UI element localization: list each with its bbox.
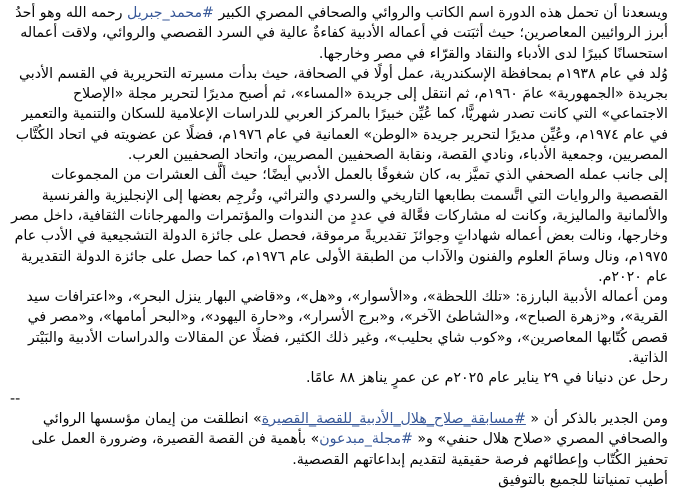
paragraph-literary-career: إلى جانب عمله الصحفي الذي تميَّز به، كان شغوفًا بالعمل الأدبي أيضًا؛ حيث ألَّف العشرات من المجموعات القصصية والروايات التي اتَّسمت بطابعها التاريخي والسردي والتراثي، وتُرجِم بعضها إلى الإنجليزية والفرنسية والألمانية والماليزية، وكانت له مشاركات فعَّالة في عددٍ من الندوات والمؤتمرات والمهرجانات الثقافية، داخل مصر وخارجها، ونالت بعض أعماله شهاداتٍ وجوائزَ تقديريةً مرموقة، فحصل على جائزة الدولة التشجيعية في الأدب عام ١٩٧٥م، ونال وسامَ العلوم والفنون والآداب من الطبقة الأولى عام ١٩٧٦م، كما حصل على جائزة الدولة التقديرية عام ٢٠٢٠م. xyxy=(11,167,668,285)
hashtag-mobdeoon-magazine[interactable]: #مجلة_مبدعون xyxy=(319,431,413,448)
competition-text-before: ومن الجدير بالذكر أن « xyxy=(525,410,668,427)
paragraph-competition xyxy=(10,409,668,470)
hashtag-competition[interactable]: #مسابقة_صلاح_هلال_الأدبية_للقصة_القصيرة xyxy=(261,410,526,427)
separator-line: -- xyxy=(10,390,21,407)
paragraph-dedication xyxy=(10,3,668,64)
paragraph-closing: أطيب تمنياتنا للجميع بالتوفيق xyxy=(498,471,668,488)
paragraph-passing: رحل عن دنيانا في ٢٩ يناير عام ٢٠٢٥م عن عمرٍ يناهز ٨٨ عامًا. xyxy=(305,370,668,387)
competition-text-after: » بأهمية فن القصة القصيرة، وضرورة العمل على تحفيز الكُتّاب وإعطائهم فرصة حقيقية لتقديم إبداعاتهم القصصية. xyxy=(31,431,668,468)
dedication-text-after: رحمه الله وهو أحدُ أبرز الروائيين المعاصرين؛ حيث أثبَتت في أعماله الأدبية كفاءةٌ عالية في السرد القصصي والروائي، ولاقت أعماله استحسانًا كبيرًا لدى الأدباء والنقاد والقرّاء في مصر وخارجها. xyxy=(15,5,668,62)
hashtag-mohamed-gibril[interactable]: #محمد_جبريل xyxy=(126,5,214,21)
competition-text-middle: » انطلقت من إيمان مؤسسها الروائي والصحافي المصري «صلاح هلال حنفي» و« xyxy=(42,410,668,448)
paragraph-biography: وُلد في عام ١٩٣٨م بمحافظة الإسكندرية، عمل أولًا في الصحافة، حيث بدأت مسيرته التحريرية في القسم الأدبي بجريدة «الجمهورية» عامَ ١٩٦٠م، ثم انتقل إلى جريدة «المساء»، ثم أصبح مديرًا لتحرير مجلة «الإصلاح الاجتماعي» التي كانت تصدر شهريًّا، كما عُيِّن خبيرًا بالمركز العربي للدراسات الإعلامية للسكان والتنمية والتعمير في عام ١٩٧٤م، وعُيِّن مديرًا لتحرير جريدة «الوطن» العمانية في عام ١٩٧٦م، فضلًا عن عضويته في اتحاد الكُتَّاب المصريين، وجمعية الأدباء، ونادي القصة، ونقابة الصحفيين المصريين، واتحاد الصحفيين العرب. xyxy=(15,65,668,164)
paragraph-works: ومن أعماله الأدبية البارزة: «تلك اللحظة»، و«الأسوار»، و«هل»، و«قاضي البهار ينزل البحر»، و«اعترافات سيد القرية»، و«زهرة الصباح»، و«الشاطئ الآخر»، و«برج الأسرار»، و«حارة اليهود»، و«البحر أمامها»، و«مصر في قصص كُتّابها المعاصرين»، و«كوب شاي بحليب»، وغير ذلك الكثير، فضلًا عن المقالات والدراسات الأدبية والبَيْتر الذاتية. xyxy=(26,289,668,367)
dedication-text-before: ويسعدنا أن تحمل هذه الدورة اسم الكاتب والروائي والصحافي المصري الكبير xyxy=(213,5,668,21)
